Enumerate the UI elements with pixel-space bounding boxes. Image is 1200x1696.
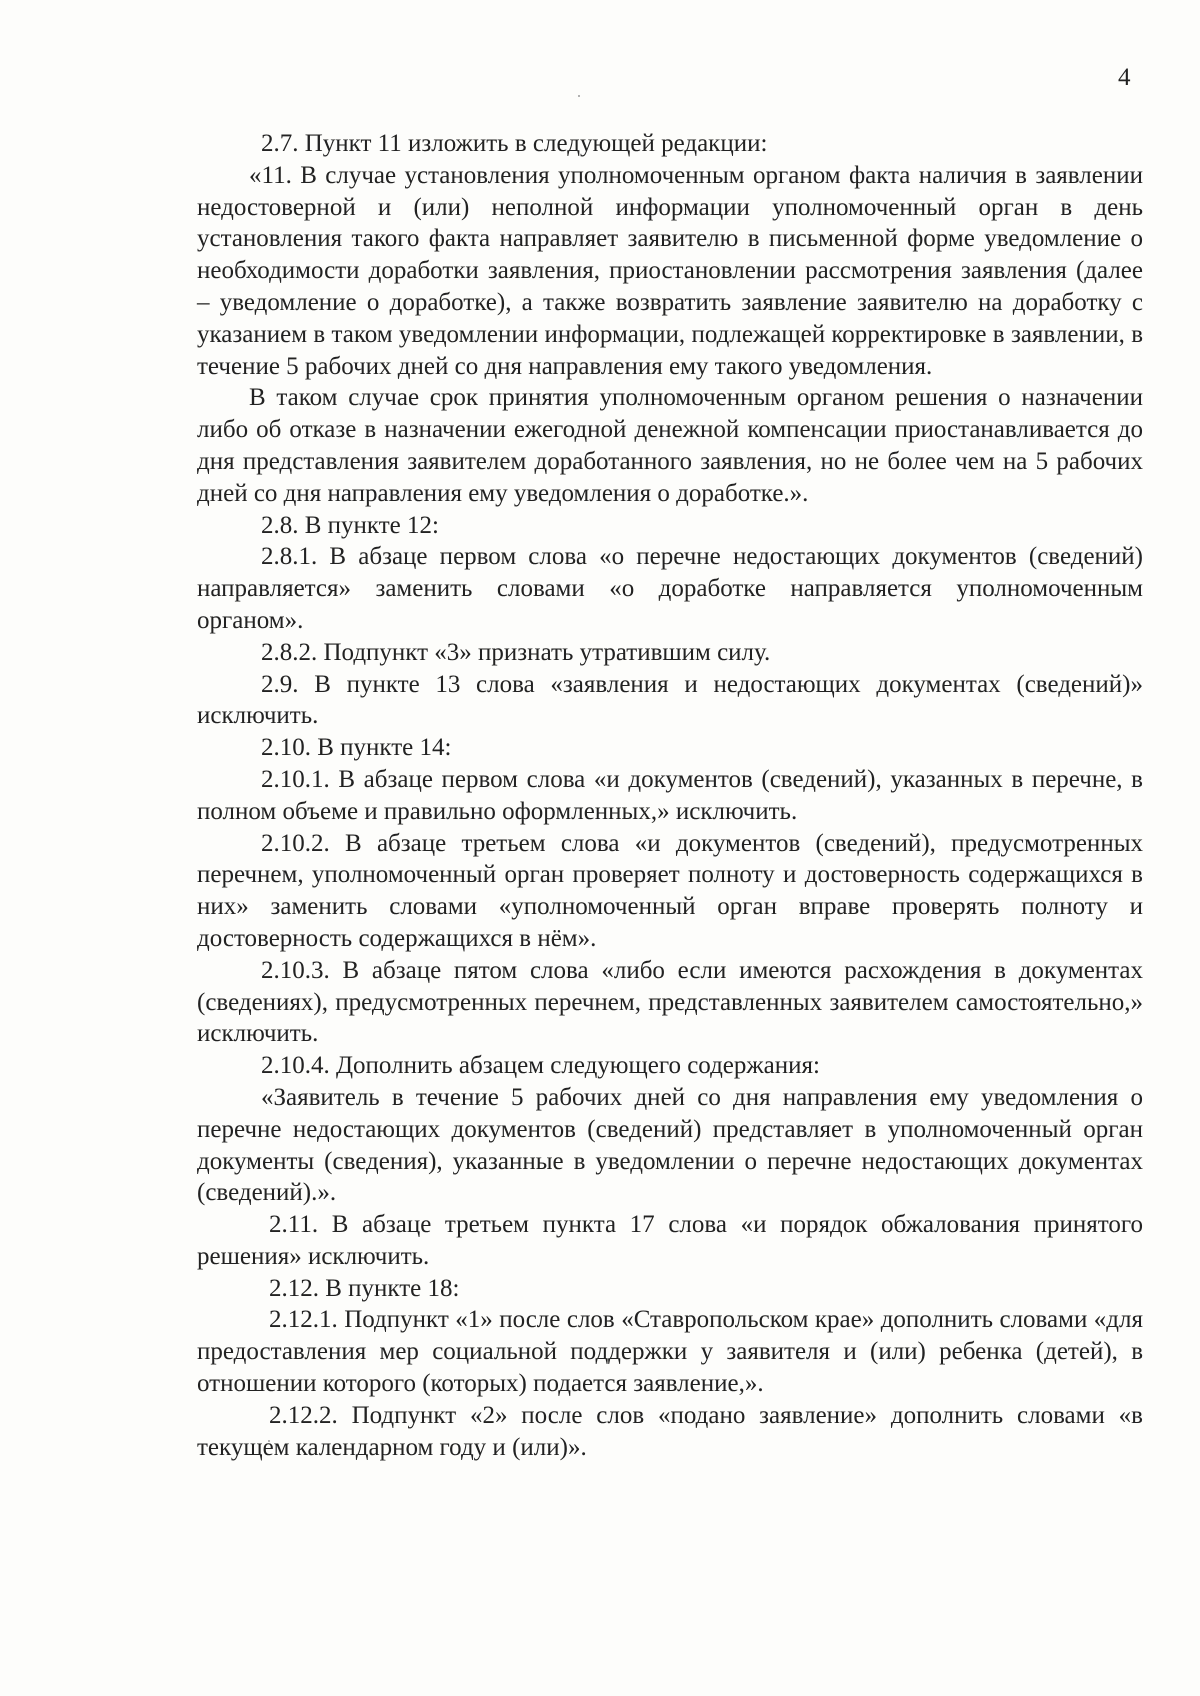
- paragraph-2-10-2: 2.10.2. В абзаце третьем слова «и документов (сведений), предусмотренных перечнем, уполномоченный орган проверяет полноту и достоверность содержащихся в них» заменить словами «уполномоченный орган вправе проверять полноту и достоверность содержащихся в нём».: [197, 829, 1143, 952]
- paragraph-2-11: 2.11. В абзаце третьем пункта 17 слова «и порядок обжалования принятого решения» исключить.: [197, 1211, 1143, 1270]
- paragraph-2-12-2: 2.12.2. Подпункт «2» после слов «подано заявление» дополнить словами «в текущем календарном году и (или)».: [197, 1401, 1143, 1461]
- paragraph-quote-11-continued: В таком случае срок принятия уполномоченным органом решения о назначении либо об отказе в назначении ежегодной денежной компенсации приостанавливается до дня представления заявителем доработанного заявления, но не более чем на 5 рабочих дней со дня направления ему уведомления о доработке.».: [197, 384, 1143, 507]
- paragraph-quote-11: «11. В случае установления уполномоченным органом факта наличия в заявлении недостоверной и (или) неполной информации уполномоченный орган в день установления такого факта направляет заявителю в письменной форме уведомление о необходимости доработки заявления, приостановлении рассмотрения заявления (далее – уведомление о доработке), а также возвратить заявление заявителю на доработку с указанием в таком уведомлении информации, подлежащей корректировке в заявлении, в течение 5 рабочих дней со дня направления ему такого уведомления.: [197, 161, 1143, 380]
- document-body: [197, 128, 1143, 1463]
- paragraph-2-8-2: 2.8.2. Подпункт «3» признать утратившим силу.: [261, 638, 771, 666]
- scan-speck: [578, 95, 580, 97]
- paragraph-2-8-1: 2.8.1. В абзаце первом слова «о перечне недостающих документов (сведений) направляется» заменить словами «о доработке направляется уполномоченным органом».: [197, 543, 1143, 634]
- paragraph-2-12-1: 2.12.1. Подпункт «1» после слов «Ставропольском крае» дополнить словами «для предоставления мер социальной поддержки у заявителя и (или) ребенка (детей), в отношении которого (которых) подается заявление,».: [197, 1306, 1143, 1398]
- paragraph-2-8: 2.8. В пункте 12:: [261, 511, 439, 539]
- paragraph-2-9: 2.9. В пункте 13 слова «заявления и недостающих документах (сведений)» исключить.: [197, 670, 1143, 730]
- page-number: 4: [1118, 64, 1131, 91]
- paragraph-2-10-4: 2.10.4. Дополнить абзацем следующего содержания:: [261, 1052, 820, 1080]
- paragraph-2-10: 2.10. В пункте 14:: [261, 734, 452, 762]
- paragraph-2-7: 2.7. Пункт 11 изложить в следующей редакции:: [261, 130, 768, 157]
- paragraph-2-10-1: 2.10.1. В абзаце первом слова «и документов (сведений), указанных в перечне, в полном объеме и правильно оформленных,» исключить.: [197, 765, 1143, 825]
- paragraph-quote-new-abzats: «Заявитель в течение 5 рабочих дней со дня направления ему уведомления о перечне недостающих документов (сведений) представляет в уполномоченный орган документы (сведения), указанные в уведомлении о перечне недостающих документах (сведений).».: [197, 1083, 1143, 1207]
- paragraph-2-12: 2.12. В пункте 18:: [269, 1274, 460, 1302]
- paragraph-2-10-3: 2.10.3. В абзаце пятом слова «либо если имеются расхождения в документах (сведениях), предусмотренных перечнем, представленных заявителем самостоятельно,» исключить.: [197, 956, 1143, 1048]
